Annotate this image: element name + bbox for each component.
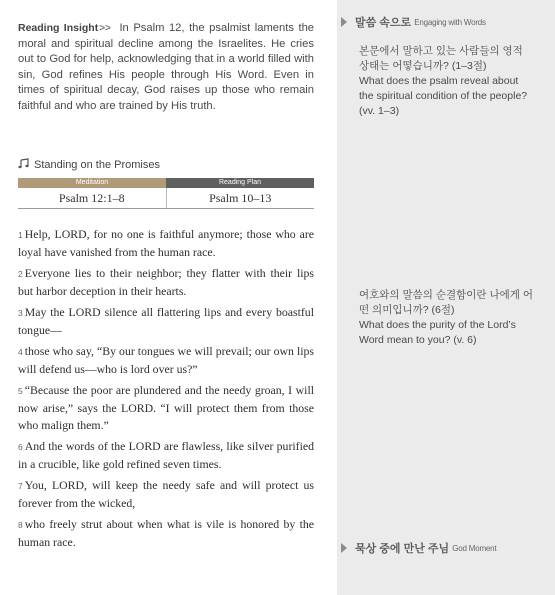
question-1-ko: 본문에서 말하고 있는 사람들의 영적 상태는 어떻습니까? (1–3절) xyxy=(359,45,523,72)
verse-number: 5 xyxy=(18,386,23,396)
reflection-sidebar xyxy=(337,0,555,595)
question-2 xyxy=(359,288,535,348)
verse-number: 7 xyxy=(18,481,23,491)
verse-text: “Because the poor are plundered and the needy groan, I will now arise,” says the LORD. “I will protect them from those who malign them.” xyxy=(18,383,314,432)
chevron-right-icon: >> xyxy=(99,23,111,35)
reading-insight xyxy=(18,21,314,114)
verse-text: Everyone lies to their neighbor; they flatter with their lips but harbor deception in their hearts. xyxy=(18,266,314,298)
music-note-icon xyxy=(18,158,29,172)
engaging-heading xyxy=(341,14,486,30)
meditation-value: Psalm 12:1–8 xyxy=(18,188,167,208)
triangle-right-icon xyxy=(341,17,347,27)
verse xyxy=(18,438,314,473)
verse xyxy=(18,304,314,339)
promises-title: Standing on the Promises xyxy=(34,159,160,171)
verse-text: And the words of the LORD are flawless, like silver purified in a crucible, like gold refined seven times. xyxy=(18,439,314,471)
god-moment-heading xyxy=(341,540,496,556)
engaging-heading-ko: 말씀 속으로 xyxy=(355,17,412,29)
verse-number: 8 xyxy=(18,520,23,530)
verse-number: 1 xyxy=(18,230,23,240)
reading-insight-text: In Psalm 12, the psalmist laments the moral and spiritual decline among the Israelites. He cries out to God for help, acknowledging that in a world filled with sin, God refines His people through His Word. Even in times of spiritual decay, God raises up those who remain faithful and who are trained by His truth. xyxy=(18,22,315,112)
verse-number: 2 xyxy=(18,269,23,279)
verse-number: 4 xyxy=(18,347,23,357)
god-moment-heading-en: God Moment xyxy=(452,543,497,553)
verse-text: May the LORD silence all flattering lips and every boastful tongue— xyxy=(18,305,314,337)
question-2-ko: 여호와의 말씀의 순결함이란 나에게 어떤 의미입니까? (6절) xyxy=(359,289,533,316)
verse-text: Help, LORD, for no one is faithful anymore; those who are loyal have vanished from the human race. xyxy=(18,227,314,259)
verse xyxy=(18,382,314,434)
verse-text: You, LORD, will keep the needy safe and will protect us forever from the wicked, xyxy=(18,478,314,510)
verse xyxy=(18,343,314,378)
verse xyxy=(18,477,314,512)
verse-text: those who say, “By our tongues we will prevail; our own lips will defend us—who is lord over us?” xyxy=(18,344,314,376)
verse-number: 6 xyxy=(18,442,23,452)
meditation-header: Meditation xyxy=(18,178,166,188)
verse-text: who freely strut about when what is vile is honored by the human race. xyxy=(18,517,314,549)
verse xyxy=(18,226,314,261)
question-1 xyxy=(359,44,535,119)
question-2-en: What does the purity of the Lord’s Word mean to you? (v. 6) xyxy=(359,319,516,346)
engaging-heading-en: Engaging with Words xyxy=(414,17,486,27)
reading-plan-header: Reading Plan xyxy=(166,178,314,188)
verse-number: 3 xyxy=(18,308,23,318)
reading-plan-value: Psalm 10–13 xyxy=(209,191,272,205)
question-1-en: What does the psalm reveal about the spiritual condition of the people? (vv. 1–3) xyxy=(359,75,528,117)
triangle-right-icon xyxy=(341,543,347,553)
reading-insight-label: Reading Insight xyxy=(18,22,99,35)
promises-heading xyxy=(18,158,160,172)
verse xyxy=(18,265,314,300)
verse xyxy=(18,516,314,551)
scripture-passage xyxy=(18,226,314,555)
reading-plan-table xyxy=(18,178,314,209)
god-moment-heading-ko: 묵상 중에 만난 주님 xyxy=(355,543,450,555)
